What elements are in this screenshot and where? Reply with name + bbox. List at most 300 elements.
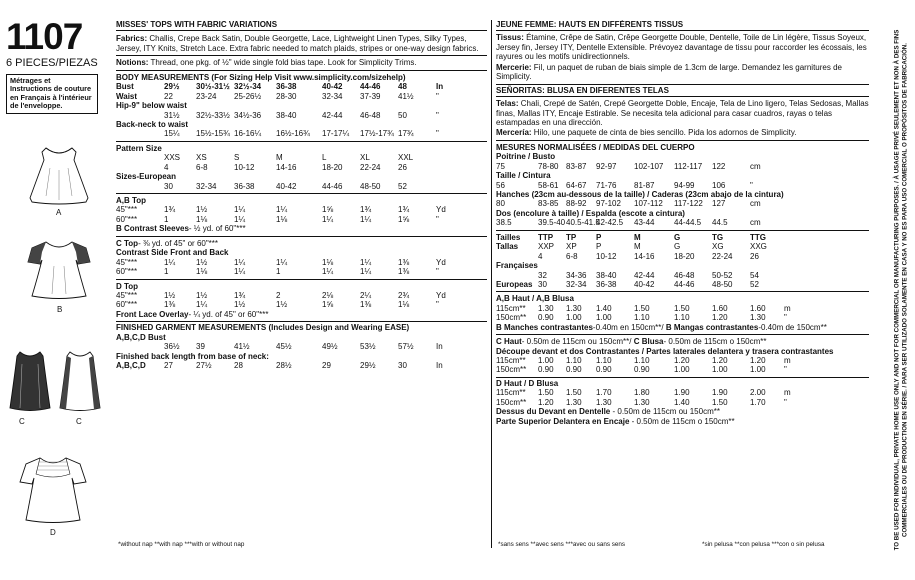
notions-label: Notions: [116, 58, 149, 68]
cell: 1.60 [712, 303, 728, 313]
c-row-60 [116, 267, 487, 276]
pattern-size-section [116, 143, 487, 194]
cell: XXG [750, 242, 767, 252]
cell: 2¼ [360, 290, 372, 300]
merceria-text: Hilo, une paquete de cinta de bies sencillo. Pida los adornos de Simplicity. [531, 128, 797, 138]
c-blusa-label: C Blusa [633, 337, 664, 347]
cell: 75 [496, 161, 505, 171]
cell: S [234, 153, 240, 163]
cell: 44-44.5 [674, 218, 702, 228]
cell: 36-38 [276, 82, 297, 92]
cell: 40-42 [322, 82, 343, 92]
view-d-label: D [50, 528, 56, 537]
cell: 32½-33½ [196, 110, 230, 120]
cell: Yd [436, 257, 446, 267]
cell: 30 [398, 361, 407, 370]
cell: Bust [116, 82, 134, 92]
cell: 32-34 [322, 91, 343, 101]
cell: 38.5 [496, 218, 512, 228]
cell: 28½ [276, 361, 292, 370]
fabrics-section [116, 33, 487, 56]
cell: 1⅜ [398, 267, 410, 277]
cell: 31½ [164, 110, 180, 120]
view-c-back-illustration [58, 350, 102, 414]
ab-top-label: A,B Top [116, 196, 147, 205]
mercerie-section [496, 62, 869, 85]
metric-ab-label: A,B Haut / A,B Blusa [496, 294, 574, 304]
cell: 1.20 [712, 313, 728, 323]
mercerie-label: Mercerie: [496, 62, 532, 72]
mercerie-text: Fil, un paquet de ruban de biais simple de 1.3cm de large. Demandez les garnitures de Simplicity. [496, 62, 842, 82]
cell: 22 [164, 91, 173, 101]
cell: " [436, 91, 439, 101]
cell: 15¼ [164, 129, 180, 139]
cell: 1½ [196, 205, 208, 215]
cell: 26 [750, 251, 759, 261]
sizes-european-label: Sizes-European [116, 172, 177, 182]
cell: 36-38 [596, 279, 617, 289]
cell [496, 252, 538, 261]
size-letter-row [116, 153, 487, 162]
manches-yardage: -0.40m en 150cm**/ [592, 322, 666, 332]
cell: 106 [712, 180, 726, 190]
cell: 1.10 [634, 313, 650, 323]
notions-section [116, 57, 487, 70]
cell: 1.00 [538, 356, 554, 365]
c-side-label: Contrast Side Front and Back [116, 248, 229, 258]
french-title: JEUNE FEMME: HAUTS EN DIFFÉRENTS TISSUS [496, 20, 869, 31]
cell: 32-34 [196, 181, 217, 191]
cell: 18-20 [322, 162, 343, 172]
cell: 1¼ [360, 257, 372, 267]
cell: 10-12 [234, 162, 255, 172]
cell: 45"*** [116, 205, 138, 215]
cell: 49½ [322, 342, 338, 352]
francaises-row [496, 271, 869, 280]
cell: 22-24 [712, 251, 733, 261]
cell: " [784, 313, 787, 323]
tissus-label: Tissus: [496, 33, 524, 43]
metric-c-row-150 [496, 365, 869, 374]
cell: 1.60 [750, 303, 766, 313]
cell: 52 [398, 181, 407, 191]
cell: 150cm** [496, 397, 527, 407]
view-c-front-label: C [19, 417, 25, 426]
cell: 1.70 [596, 388, 612, 398]
cell: 60"*** [116, 214, 138, 224]
cell: 1¼ [360, 267, 372, 277]
cell: 1.30 [566, 397, 582, 407]
cell: 17½-17¾ [360, 129, 394, 139]
cell: 46-48 [674, 270, 695, 280]
french-instructions-notice: Métrages et Instructions de couture en Français à l'intérieur de l'enveloppe. [6, 74, 98, 114]
cell: 97-102 [596, 199, 621, 209]
cell: Yd [436, 290, 446, 300]
metric-ab-sleeves-line [496, 323, 869, 332]
cell: 1½ [276, 300, 288, 310]
cell: 45"*** [116, 290, 138, 300]
cell: 1½ [196, 290, 208, 300]
cell: TTP [538, 232, 554, 242]
cell: 1.40 [596, 303, 612, 313]
cell: " [436, 267, 439, 277]
cell: XXS [164, 153, 181, 163]
cell: 42-42.5 [596, 218, 624, 228]
telas-section [496, 99, 869, 127]
cell: 34½-36 [234, 110, 262, 120]
cell: 18-20 [674, 251, 695, 261]
c-top-line [116, 239, 487, 248]
ab-sleeves-yardage: - ½ yd. of 60"*** [188, 224, 246, 234]
cell: M [276, 153, 283, 163]
notions-text: Thread, one pkg. of ½" wide single fold bias tape. Look for Simplicity Trims. [148, 58, 417, 68]
c-decoupe-label: Découpe devant et dos Contrastantes / Partes laterales delantera y trasera contrastantes [496, 346, 834, 356]
usage-notice-text [893, 30, 909, 551]
cell: 1.10 [566, 356, 582, 365]
dessus-line [496, 407, 869, 416]
cell: 52 [750, 279, 759, 289]
cell: 1¼ [234, 214, 246, 224]
cell: cm [750, 161, 761, 171]
cell: 1½ [164, 290, 176, 300]
cell: 1.70 [750, 397, 766, 407]
cell: 54 [750, 270, 759, 280]
cell: 1½ [234, 300, 246, 310]
cell: 34-36 [566, 270, 587, 280]
usage-notice-line-1: TO BE USED FOR INDIVIDUAL, PRIVATE HOME USE ONLY AND NOT FOR COMMERCIAL OR MANUFACTURING PURPOSES. / À USAGE PRIVÉ SEULEMENT ET NON À DES FINS [893, 29, 901, 551]
cell: 0.90 [538, 313, 554, 323]
cell: 44.5 [712, 218, 728, 228]
tissus-section [496, 33, 869, 61]
cell: m [784, 356, 791, 365]
taille-label: Taille / Cintura [496, 171, 551, 181]
bust-row [116, 82, 487, 91]
cell [116, 342, 164, 351]
d-row-45 [116, 291, 487, 300]
pattern-size-label: Pattern Size [116, 143, 162, 153]
cell: 28 [234, 361, 243, 370]
cell: 32½-34 [234, 82, 262, 92]
cell: A,B,C,D [116, 361, 146, 370]
cell: 29 [322, 361, 331, 370]
cell: XP [566, 242, 577, 252]
cell: 14-16 [634, 251, 655, 261]
metric-d-section [496, 379, 869, 426]
cell: 1.30 [596, 397, 612, 407]
cell: 4 [164, 162, 169, 172]
cell: XXL [398, 153, 414, 163]
cell: cm [750, 199, 761, 209]
pieces-count: 6 PIECES/PIEZAS [6, 57, 98, 69]
metric-ab-row-115 [496, 304, 869, 313]
tailles-row [496, 233, 869, 242]
body-measurements-section [116, 72, 487, 142]
cell: 30 [538, 279, 547, 289]
pattern-number: 1107 [6, 16, 83, 57]
finished-back-row [116, 361, 487, 370]
c-top-yardage: - ⅜ yd. of 45" or 60"*** [138, 238, 219, 248]
cell: 1¼ [234, 257, 246, 267]
cell: 32 [538, 270, 547, 280]
cell: 127 [712, 199, 726, 209]
metric-ab-row-150 [496, 313, 869, 322]
cell: Europeas [496, 279, 533, 289]
cell: " [436, 129, 439, 139]
cell: 22-24 [360, 162, 381, 172]
cell: 1 [164, 267, 169, 277]
cell: P [596, 232, 602, 242]
sizes-european-row [116, 182, 487, 191]
cell: 39 [196, 342, 205, 352]
cell: 1.00 [674, 365, 690, 375]
c-row-45 [116, 258, 487, 267]
cell: 40-42 [634, 279, 655, 289]
cell: 1 [164, 214, 169, 224]
cell: 43-44 [634, 218, 655, 228]
cell: 1.50 [712, 397, 728, 407]
view-c-back-label: C [76, 417, 82, 426]
cell [496, 271, 538, 280]
cell: 1⅜ [360, 300, 372, 310]
hanches-row [496, 199, 869, 208]
usage-notice-line-2: COMMERCIALES OU DE PRODUCTION EN SÉRIE. / PARA SER UTILIZADO SOLAMENTE EN CASA Y NO ES PARA USO COMERCIAL O PROPÓSITOS DE FABRICACIÓN. [901, 42, 908, 538]
cell: 10-12 [596, 251, 617, 261]
cell: XXP [538, 242, 555, 252]
cell: 23-24 [196, 91, 217, 101]
waist-row [116, 92, 487, 101]
cell: 1⅛ [196, 267, 208, 277]
metric-heading: MESURES NORMALISÉES / MEDIDAS DEL CUERPO [496, 142, 695, 152]
cell: 1.30 [750, 313, 766, 323]
cell: 1.00 [596, 313, 612, 323]
d-lace-yardage: - ¼ yd. of 45" or 60"*** [188, 309, 269, 319]
cell: 1¾ [164, 205, 176, 215]
cell: cm [750, 218, 761, 228]
cell: 1 [276, 267, 281, 277]
cell: Tallas [496, 242, 519, 252]
cell: 1.20 [712, 356, 728, 365]
d-lace-label: Front Lace Overlay [116, 309, 189, 319]
cell: G [674, 242, 681, 252]
cell: 1⅜ [164, 300, 176, 310]
cell: 2⅛ [322, 290, 334, 300]
cell: 1.80 [634, 388, 650, 398]
cell: 0.90 [596, 365, 612, 375]
cell: 1½ [196, 257, 208, 267]
merceria-label: Mercería: [496, 128, 532, 138]
cell: 36½ [164, 342, 180, 352]
cell: 26 [398, 162, 407, 172]
cell: Tailles [496, 232, 521, 242]
cell: 1.00 [712, 365, 728, 375]
cell: 2.00 [750, 388, 766, 398]
cell: 48 [398, 82, 407, 92]
cell: 29½ [360, 361, 376, 370]
usage-notice-vertical [889, 0, 913, 580]
pattern-header [6, 18, 104, 114]
finished-back-label: Finished back length from base of neck: [116, 351, 269, 361]
francaises-label: Françaises [496, 261, 538, 271]
cell: 115cm** [496, 388, 526, 398]
cell: 17-17¼ [322, 129, 350, 139]
ab-row-45 [116, 205, 487, 214]
d-row-60 [116, 300, 487, 309]
cell: 1⅝ [322, 300, 334, 310]
cell: XS [196, 153, 207, 163]
cell: 38-40 [596, 270, 617, 280]
cell [116, 129, 164, 138]
french-spanish-column [496, 20, 869, 558]
cell: 37-39 [360, 91, 381, 101]
cell: 115cm** [496, 356, 526, 365]
cell: 1.50 [674, 303, 690, 313]
parte-line [496, 417, 869, 426]
metric-d-label: D Haut / D Blusa [496, 378, 559, 388]
cell: 1.10 [674, 313, 690, 323]
parte-label: Parte Superior Delantera en Encaje [496, 416, 630, 426]
cell: TG [712, 232, 724, 242]
cell: 27 [164, 361, 173, 370]
cell: 30½-31½ [196, 82, 230, 92]
cell: 16½-16¾ [276, 129, 310, 139]
cell: m [784, 303, 791, 313]
cell: " [436, 300, 439, 310]
cell: 42-44 [322, 110, 343, 120]
cell: 122 [712, 161, 726, 171]
cell: In [436, 361, 443, 370]
cell: 36-38 [234, 181, 255, 191]
cell: 1⅝ [398, 214, 410, 224]
manches-label: B Manches contrastantes [496, 322, 593, 332]
cell: 60"*** [116, 267, 138, 277]
view-a-illustration [24, 146, 94, 206]
cell: 0.90 [566, 365, 582, 375]
cell: 15½-15¾ [196, 129, 230, 139]
cell: 44-46 [674, 279, 695, 289]
cell: M [634, 242, 641, 252]
c-haut-yardage: - 0.50m de 115cm ou 150cm**/ [521, 337, 634, 347]
cell: 1¾ [398, 205, 410, 215]
fabrics-label: Fabrics: [116, 34, 148, 44]
cell: TTG [750, 232, 766, 242]
cell: 0.90 [538, 365, 554, 375]
d-top-label: D Top [116, 281, 139, 291]
metric-c-row-115 [496, 356, 869, 365]
cell: 1.90 [712, 388, 728, 398]
cell: 60"*** [116, 300, 138, 310]
cell: 46-48 [360, 110, 381, 120]
tallas-row [496, 242, 869, 251]
cell [116, 163, 164, 172]
cell: G [674, 232, 681, 242]
cell: 1.10 [596, 356, 612, 365]
cell: 41½ [398, 91, 414, 101]
cell: 1.00 [566, 313, 582, 323]
cell: 1.10 [634, 356, 650, 365]
cell: 50 [398, 110, 407, 120]
cell: 29½ [164, 82, 180, 92]
cell: 45"*** [116, 257, 138, 267]
europeas-row [496, 280, 869, 289]
cell: 88-92 [566, 199, 587, 209]
c-top-label: C Top [116, 238, 139, 248]
hanches-label: Hanches (23cm au-dessous de la taille) / Caderas (23cm abajo de la cintura) [496, 190, 784, 199]
cell: 6-8 [566, 251, 578, 261]
cell: 150cm** [496, 313, 527, 323]
view-b-label: B [57, 305, 63, 314]
cell: " [436, 110, 439, 120]
cell: 71-76 [596, 180, 617, 190]
cell: 1¼ [276, 257, 288, 267]
hip-label: Hip-9" below waist [116, 101, 187, 111]
cell: XL [360, 153, 370, 163]
cell: 39.5-40 [538, 218, 566, 228]
poitrine-row [496, 162, 869, 171]
cell: 1⅛ [196, 214, 208, 224]
english-column [116, 20, 487, 558]
cell: 92-97 [596, 161, 617, 171]
cell: 1.00 [750, 365, 766, 375]
cell: 64-67 [566, 180, 587, 190]
back-label: Back-neck to waist [116, 119, 189, 129]
cell: 1⅛ [398, 300, 410, 310]
cell: 115cm** [496, 303, 526, 313]
fabrics-text: Challis, Crepe Back Satin, Double Georgette, Lace, Lightweight Linen Types, Silky Types, Jersey, ITY Knits, Stretch Lace. Extra fabric needed to match plaids, stripes or one-way design fabrics. [116, 34, 479, 53]
finished-heading: FINISHED GARMENT MEASUREMENTS (Includes Design and Wearing EASE) [116, 323, 410, 333]
cell: 1.40 [674, 397, 690, 407]
view-b-illustration [24, 240, 94, 302]
c-top-section [116, 238, 487, 280]
cell: 1.50 [634, 303, 650, 313]
cell: L [322, 153, 327, 163]
size-number-row [116, 163, 487, 172]
cell: 42-44 [634, 270, 655, 280]
cell: 1⅝ [322, 205, 334, 215]
cell: 1¼ [322, 267, 334, 277]
cell: 117-122 [674, 199, 703, 209]
cell: 16-16¼ [234, 129, 262, 139]
cell: 1.20 [538, 397, 554, 407]
metric-sizes-section [496, 232, 869, 293]
mangas-label: B Mangas contrastantes [665, 322, 759, 332]
cell: 41½ [234, 342, 250, 352]
cell: 1.20 [674, 356, 690, 365]
cell: 30 [164, 181, 173, 191]
telas-text: Chali, Crepé de Satén, Crepé Georgette Doble, Encaje, Tela de Lino ligero, Telas Sedosas, Mallas finas, Mallas ITY, Encaje Estirable. Se necesita tela adicional para casar cuadros, rayas o telas estampadas en una dirección. [496, 99, 869, 127]
cell: P [596, 242, 602, 252]
ab-row-60 [116, 215, 487, 224]
cell: " [436, 214, 439, 224]
view-c-front-illustration [8, 350, 52, 414]
back-row [116, 129, 487, 138]
finished-bust-row [116, 342, 487, 351]
cell: 1¼ [196, 300, 208, 310]
cell: 44-46 [322, 181, 343, 191]
taille-row [496, 181, 869, 190]
metric-c-section [496, 336, 869, 378]
poitrine-label: Poitrine / Busto [496, 152, 556, 162]
merceria-section [496, 127, 869, 140]
cell: 1.30 [538, 303, 554, 313]
tissus-text: Étamine, Crêpe de Satin, Crêpe Georgette Double, Dentelle, Toile de Lin légère, Tissus Soyeux, Jersey fin, Jersey ITY, Dentelle Extensible. Prévoyez davantage de tissu pour raccorder les écossais, les rayures ou les motifs unidirectionnels. [496, 33, 867, 62]
cell: 53½ [360, 342, 376, 352]
metric-body-section [496, 142, 869, 231]
spanish-title: SEÑORITAS: BLUSA EN DIFERENTES TELAS [496, 86, 869, 97]
cell: 27½ [196, 361, 212, 370]
cell: 1.50 [538, 388, 554, 398]
cell: 1.30 [566, 303, 582, 313]
cell: 94-99 [674, 180, 695, 190]
